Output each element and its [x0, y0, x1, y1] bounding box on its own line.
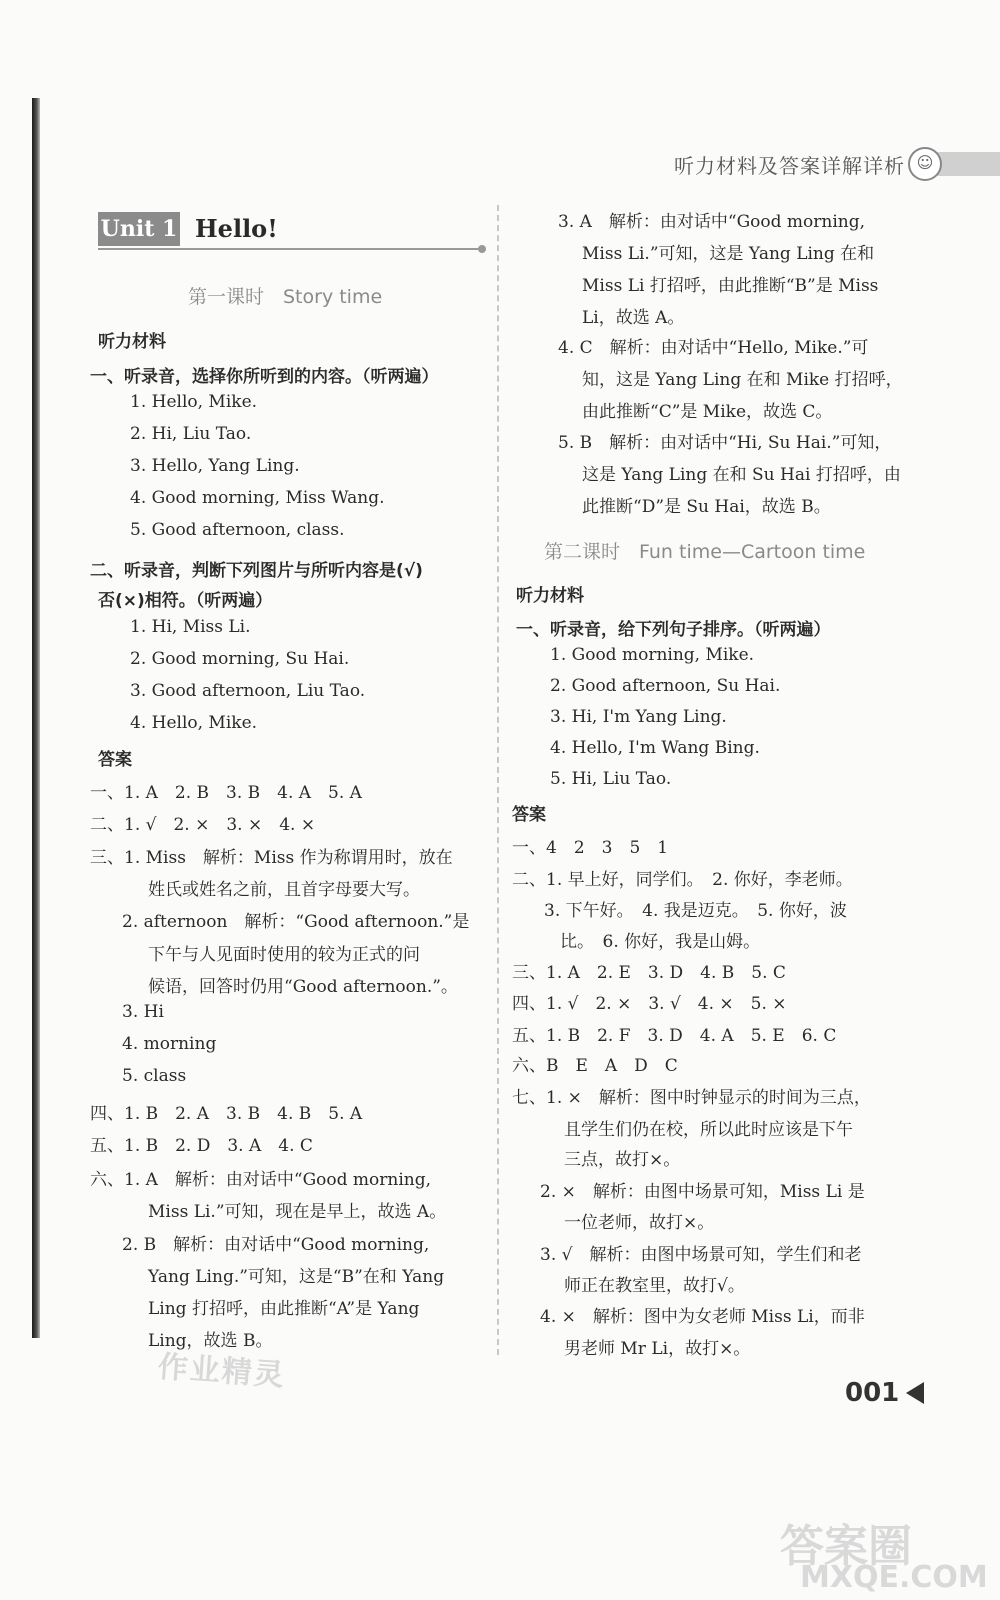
- text-line: 4. Good morning, Miss Wang.: [130, 488, 385, 508]
- text-line: 3. Good afternoon, Liu Tao.: [130, 681, 366, 701]
- header-title: 听力材料及答案详解详析: [674, 154, 905, 178]
- text-line: 5. B 解析：由对话中“Hi, Su Hai.”可知，: [558, 433, 892, 453]
- column-divider: [497, 205, 499, 1355]
- text-line: 听力材料: [98, 332, 166, 352]
- page-header: [570, 148, 1000, 182]
- text-line: 3. A 解析：由对话中“Good morning,: [558, 212, 866, 232]
- text-line: 1. Good morning, Mike.: [550, 645, 755, 665]
- text-line: 4. Hello, Mike.: [130, 713, 258, 733]
- text-line: 由此推断“C”是 Mike，故选 C。: [582, 402, 833, 422]
- watermark-logo: 答案圈: [780, 1521, 912, 1572]
- text-line: 2. afternoon 解析：“Good afternoon.”是: [122, 912, 470, 932]
- text-line: Yang Ling.”可知，这是“B”在和 Yang: [148, 1267, 445, 1287]
- text-line: 5. class: [122, 1066, 187, 1086]
- text-line: 一位老师，故打×。: [564, 1213, 715, 1233]
- text-line: 三、1. A 2. E 3. D 4. B 5. C: [512, 963, 786, 983]
- text-line: 3. Hello, Yang Ling.: [130, 456, 300, 476]
- text-line: 七、1. × 解析：图中时钟显示的时间为三点，: [512, 1088, 871, 1108]
- text-line: 一、听录音，选择你所听到的内容。（听两遍）: [90, 367, 439, 387]
- text-line: 知，这是 Yang Ling 在和 Mike 打招呼，: [582, 370, 903, 390]
- text-line: 第一课时 Story time: [188, 286, 383, 308]
- smiley-icon: ☺: [908, 147, 942, 181]
- text-line: 这是 Yang Ling 在和 Su Hai 打招呼，由: [582, 465, 901, 485]
- text-line: 师正在教室里，故打√。: [564, 1276, 745, 1296]
- text-line: 一、听录音，给下列句子排序。（听两遍）: [516, 620, 831, 640]
- text-line: 4. × 解析：图中为女老师 Miss Li，而非: [540, 1307, 865, 1327]
- text-line: 4. C 解析：由对话中“Hello, Mike.”可: [558, 338, 869, 358]
- text-line: 3. Hi, I'm Yang Ling.: [550, 707, 727, 727]
- text-line: 此推断“D”是 Su Hai，故选 B。: [582, 497, 831, 517]
- text-line: 二、听录音，判断下列图片与所听内容是(√): [90, 561, 423, 581]
- text-line: 2. B 解析：由对话中“Good morning,: [122, 1235, 430, 1255]
- text-line: Li，故选 A。: [582, 308, 685, 328]
- text-line: 否(×)相符。（听两遍）: [98, 591, 273, 611]
- text-line: 4. morning: [122, 1034, 217, 1054]
- text-line: 2. Good afternoon, Su Hai.: [550, 676, 781, 696]
- text-line: 5. Good afternoon, class.: [130, 520, 345, 540]
- text-line: 1. Hi, Miss Li.: [130, 617, 251, 637]
- text-line: Miss Li.”可知，这是 Yang Ling 在和: [582, 244, 875, 264]
- text-line: 2. Good morning, Su Hai.: [130, 649, 350, 669]
- text-line: 且学生们仍在校，所以此时应该是下午: [564, 1120, 853, 1140]
- text-line: 听力材料: [516, 586, 584, 606]
- text-line: 一、1. A 2. B 3. B 4. A 5. A: [90, 783, 362, 803]
- text-line: Ling 打招呼，由此推断“A”是 Yang: [148, 1299, 420, 1319]
- text-line: 2. × 解析：由图中场景可知，Miss Li 是: [540, 1182, 865, 1202]
- text-line: 1. Hello, Mike.: [130, 392, 258, 412]
- watermark-text: 作业精灵: [156, 1349, 287, 1394]
- text-line: 第二课时 Fun time—Cartoon time: [544, 541, 866, 563]
- page-arrow-icon: [906, 1382, 924, 1404]
- text-line: 2. Hi, Liu Tao.: [130, 424, 252, 444]
- text-line: Ling，故选 B。: [148, 1331, 273, 1351]
- text-line: 二、1. 早上好，同学们。 2. 你好，李老师。: [512, 870, 853, 890]
- text-line: 三点，故打×。: [564, 1150, 681, 1170]
- text-line: 四、1. √ 2. × 3. √ 4. × 5. ×: [512, 994, 787, 1014]
- text-line: 5. Hi, Liu Tao.: [550, 769, 672, 789]
- text-line: 3. √ 解析：由图中场景可知，学生们和老: [540, 1245, 862, 1265]
- text-line: 3. 下午好。 4. 我是迈克。 5. 你好，波: [544, 901, 847, 921]
- text-line: 3. Hi: [122, 1002, 164, 1022]
- text-line: 比。 6. 你好，我是山姆。: [560, 932, 761, 952]
- text-line: 四、1. B 2. A 3. B 4. B 5. A: [90, 1104, 363, 1124]
- watermark-url: MXQE.COM: [800, 1560, 988, 1595]
- unit-badge: Unit 1: [98, 212, 180, 246]
- text-line: 一、4 2 3 5 1: [512, 838, 669, 858]
- text-line: 姓氏或姓名之前，且首字母要大写。: [148, 880, 420, 900]
- text-line: 答案: [512, 805, 546, 825]
- unit-title: Hello!: [195, 214, 278, 243]
- text-line: 六、B E A D C: [512, 1056, 678, 1076]
- page-number: 001: [845, 1378, 900, 1408]
- text-line: 答案: [98, 750, 132, 770]
- text-line: Miss Li 打招呼，由此推断“B”是 Miss: [582, 276, 879, 296]
- text-line: 二、1. √ 2. × 3. × 4. ×: [90, 815, 316, 835]
- text-line: Miss Li.”可知，现在是早上，故选 A。: [148, 1202, 447, 1222]
- text-line: 4. Hello, I'm Wang Bing.: [550, 738, 760, 758]
- text-line: 三、1. Miss 解析：Miss 作为称谓用时，放在: [90, 848, 453, 868]
- text-line: 男老师 Mr Li，故打×。: [564, 1339, 751, 1359]
- text-line: 六、1. A 解析：由对话中“Good morning,: [90, 1170, 432, 1190]
- unit-rule: [98, 248, 482, 250]
- text-line: 五、1. B 2. F 3. D 4. A 5. E 6. C: [512, 1026, 837, 1046]
- text-line: 五、1. B 2. D 3. A 4. C: [90, 1136, 313, 1156]
- text-line: 候语，回答时仍用“Good afternoon.”。: [148, 977, 458, 997]
- page-binding-edge: [32, 98, 40, 1338]
- text-line: 下午与人见面时使用的较为正式的问: [148, 945, 420, 965]
